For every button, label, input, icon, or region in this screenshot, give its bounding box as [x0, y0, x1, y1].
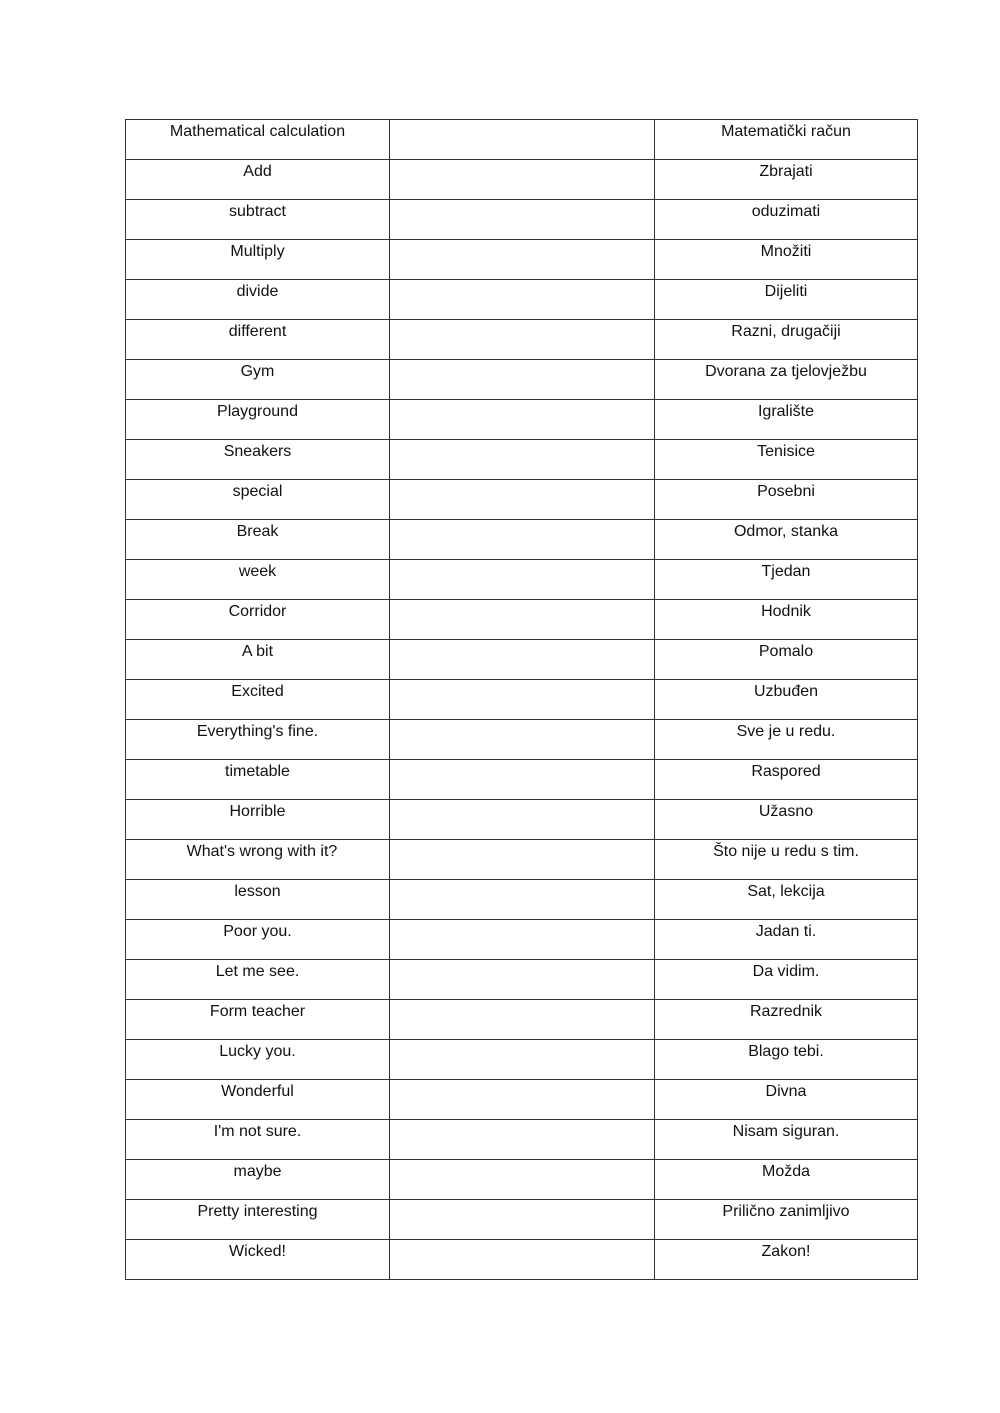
table-row	[126, 920, 918, 960]
english-term: Break	[236, 523, 279, 540]
table-row	[126, 1200, 918, 1240]
croatian-term: Nisam siguran.	[732, 1123, 840, 1140]
answer-cell[interactable]	[390, 280, 655, 320]
croatian-term: Dvorana za tjelovježbu	[705, 363, 867, 380]
answer-cell[interactable]	[390, 400, 655, 440]
table-row	[126, 1160, 918, 1200]
english-term: Add	[243, 163, 272, 180]
answer-text	[390, 200, 654, 202]
answer-text	[390, 880, 654, 882]
english-term: Gym	[240, 363, 275, 380]
croatian-term: Što nije u redu s tim.	[713, 843, 859, 860]
croatian-term: Tenisice	[757, 443, 815, 460]
croatian-term: Užasno	[758, 803, 814, 820]
answer-text	[390, 960, 654, 962]
english-term-cell	[126, 400, 390, 440]
answer-text	[390, 400, 654, 402]
answer-text	[390, 1240, 654, 1242]
table-row	[126, 560, 918, 600]
english-term-cell	[126, 1120, 390, 1160]
croatian-term: Igralište	[757, 403, 815, 420]
croatian-term-cell	[655, 840, 918, 880]
english-term: week	[238, 563, 277, 580]
croatian-term: Razni, drugačiji	[731, 323, 841, 340]
croatian-term-cell	[655, 640, 918, 680]
table-row	[126, 400, 918, 440]
english-term: Wicked!	[229, 1243, 286, 1260]
answer-cell[interactable]	[390, 800, 655, 840]
table-row	[126, 240, 918, 280]
croatian-term: Da vidim.	[752, 963, 820, 980]
croatian-term-cell	[655, 880, 918, 920]
answer-cell[interactable]	[390, 320, 655, 360]
table-row	[126, 720, 918, 760]
table-row	[126, 120, 918, 160]
croatian-term: Razrednik	[749, 1003, 823, 1020]
english-term-cell	[126, 280, 390, 320]
croatian-term-cell	[655, 1240, 918, 1280]
table-row	[126, 800, 918, 840]
answer-cell[interactable]	[390, 1000, 655, 1040]
answer-text	[390, 560, 654, 562]
english-term: Multiply	[230, 243, 285, 260]
answer-text	[390, 1200, 654, 1202]
croatian-term: Sve je u redu.	[736, 723, 836, 740]
table-row	[126, 320, 918, 360]
croatian-term-cell	[655, 1200, 918, 1240]
answer-text	[390, 520, 654, 522]
english-term: Horrible	[229, 803, 286, 820]
table-row	[126, 1120, 918, 1160]
english-term: Let me see.	[215, 963, 300, 980]
croatian-term: oduzimati	[751, 203, 821, 220]
croatian-term: Posebni	[757, 483, 815, 500]
croatian-term: Sat, lekcija	[747, 883, 825, 900]
english-term-cell	[126, 1040, 390, 1080]
english-term-cell	[126, 840, 390, 880]
answer-cell[interactable]	[390, 160, 655, 200]
croatian-term: Pomalo	[758, 643, 814, 660]
table-row	[126, 1240, 918, 1280]
table-row	[126, 1080, 918, 1120]
croatian-term: Tjedan	[761, 563, 811, 580]
answer-cell[interactable]	[390, 1080, 655, 1120]
answer-text	[390, 800, 654, 802]
answer-text	[390, 280, 654, 282]
answer-text	[390, 440, 654, 442]
croatian-term-cell	[655, 360, 918, 400]
answer-cell[interactable]	[390, 1120, 655, 1160]
table-row	[126, 960, 918, 1000]
english-term: A bit	[241, 643, 274, 660]
table-row	[126, 440, 918, 480]
table-row	[126, 1040, 918, 1080]
croatian-term: Množiti	[760, 243, 812, 260]
answer-cell[interactable]	[390, 760, 655, 800]
answer-cell[interactable]	[390, 360, 655, 400]
croatian-term: Prilično zanimljivo	[722, 1203, 850, 1220]
english-term-cell	[126, 680, 390, 720]
answer-cell[interactable]	[390, 1240, 655, 1280]
table-row	[126, 200, 918, 240]
table-row	[126, 880, 918, 920]
croatian-term-cell	[655, 400, 918, 440]
croatian-term-cell	[655, 320, 918, 360]
answer-text	[390, 1000, 654, 1002]
table-row	[126, 840, 918, 880]
answer-text	[390, 680, 654, 682]
english-term-cell	[126, 600, 390, 640]
answer-text	[390, 240, 654, 242]
answer-cell[interactable]	[390, 920, 655, 960]
english-term: Mathematical calculation	[169, 123, 346, 140]
english-term: Sneakers	[223, 443, 292, 460]
answer-cell[interactable]	[390, 480, 655, 520]
croatian-term-cell	[655, 920, 918, 960]
english-term-cell	[126, 200, 390, 240]
answer-cell[interactable]	[390, 520, 655, 560]
croatian-term: Blago tebi.	[748, 1043, 824, 1060]
english-term: Poor you.	[223, 923, 292, 940]
answer-text	[390, 1120, 654, 1122]
english-term: different	[228, 323, 287, 340]
answer-text	[390, 360, 654, 362]
croatian-term-cell	[655, 1000, 918, 1040]
croatian-term-cell	[655, 240, 918, 280]
english-term: special	[232, 483, 283, 500]
english-term-cell	[126, 1160, 390, 1200]
answer-cell[interactable]	[390, 640, 655, 680]
answer-cell[interactable]	[390, 680, 655, 720]
english-term: Everything's fine.	[196, 723, 319, 740]
english-term-cell	[126, 1200, 390, 1240]
english-term: Lucky you.	[219, 1043, 296, 1060]
english-term-cell	[126, 960, 390, 1000]
answer-cell[interactable]	[390, 600, 655, 640]
croatian-term-cell	[655, 1080, 918, 1120]
answer-cell[interactable]	[390, 440, 655, 480]
answer-cell[interactable]	[390, 960, 655, 1000]
table-row	[126, 520, 918, 560]
answer-text	[390, 1080, 654, 1082]
answer-cell[interactable]	[390, 120, 655, 160]
english-term-cell	[126, 720, 390, 760]
croatian-term-cell	[655, 200, 918, 240]
croatian-term: Matematički račun	[721, 123, 851, 140]
answer-text	[390, 600, 654, 602]
croatian-term-cell	[655, 600, 918, 640]
croatian-term: Divna	[765, 1083, 807, 1100]
table-row	[126, 640, 918, 680]
english-term: subtract	[229, 203, 286, 220]
english-term-cell	[126, 920, 390, 960]
answer-cell[interactable]	[390, 240, 655, 280]
english-term-cell	[126, 880, 390, 920]
answer-cell[interactable]	[390, 720, 655, 760]
answer-text	[390, 760, 654, 762]
answer-text	[390, 320, 654, 322]
english-term-cell	[126, 1000, 390, 1040]
croatian-term: Zakon!	[761, 1243, 811, 1260]
table-row	[126, 480, 918, 520]
answer-text	[390, 160, 654, 162]
english-term: lesson	[234, 883, 281, 900]
croatian-term-cell	[655, 120, 918, 160]
croatian-term-cell	[655, 520, 918, 560]
table-row	[126, 360, 918, 400]
english-term-cell	[126, 1240, 390, 1280]
answer-text	[390, 1040, 654, 1042]
table-row	[126, 680, 918, 720]
answer-cell[interactable]	[390, 1160, 655, 1200]
english-term-cell	[126, 480, 390, 520]
english-term-cell	[126, 760, 390, 800]
english-term-cell	[126, 560, 390, 600]
english-term-cell	[126, 360, 390, 400]
english-term-cell	[126, 440, 390, 480]
croatian-term: Odmor, stanka	[733, 523, 839, 540]
english-term: What's wrong with it?	[186, 843, 338, 860]
english-term: divide	[236, 283, 279, 300]
answer-cell[interactable]	[390, 880, 655, 920]
english-term-cell	[126, 320, 390, 360]
croatian-term-cell	[655, 560, 918, 600]
table-row	[126, 600, 918, 640]
english-term-cell	[126, 520, 390, 560]
english-term: Playground	[217, 403, 298, 420]
croatian-term-cell	[655, 440, 918, 480]
english-term: Excited	[231, 683, 284, 700]
croatian-term-cell	[655, 960, 918, 1000]
croatian-term: Uzbuđen	[753, 683, 819, 700]
english-term-cell	[126, 160, 390, 200]
answer-cell[interactable]	[390, 840, 655, 880]
english-term-cell	[126, 1080, 390, 1120]
croatian-term: Jadan ti.	[755, 923, 817, 940]
answer-cell[interactable]	[390, 560, 655, 600]
english-term: Wonderful	[221, 1083, 294, 1100]
english-term-cell	[126, 800, 390, 840]
croatian-term: Dijeliti	[764, 283, 808, 300]
vocabulary-table	[125, 119, 918, 1280]
croatian-term-cell	[655, 1160, 918, 1200]
answer-text	[390, 720, 654, 722]
table-row	[126, 160, 918, 200]
table-row	[126, 1000, 918, 1040]
croatian-term-cell	[655, 680, 918, 720]
english-term-cell	[126, 240, 390, 280]
table-row	[126, 760, 918, 800]
croatian-term-cell	[655, 1040, 918, 1080]
croatian-term: Raspored	[751, 763, 821, 780]
table-row	[126, 280, 918, 320]
answer-text	[390, 840, 654, 842]
answer-text	[390, 920, 654, 922]
english-term: I'm not sure.	[213, 1123, 302, 1140]
croatian-term-cell	[655, 160, 918, 200]
english-term: Corridor	[228, 603, 287, 620]
english-term-cell	[126, 640, 390, 680]
answer-text	[390, 1160, 654, 1162]
answer-cell[interactable]	[390, 1200, 655, 1240]
answer-cell[interactable]	[390, 200, 655, 240]
english-term: Form teacher	[209, 1003, 306, 1020]
croatian-term-cell	[655, 480, 918, 520]
croatian-term-cell	[655, 800, 918, 840]
answer-text	[390, 120, 654, 122]
croatian-term-cell	[655, 720, 918, 760]
english-term: maybe	[233, 1163, 282, 1180]
croatian-term: Hodnik	[761, 603, 811, 620]
croatian-term-cell	[655, 280, 918, 320]
croatian-term: Zbrajati	[759, 163, 813, 180]
croatian-term-cell	[655, 1120, 918, 1160]
croatian-term-cell	[655, 760, 918, 800]
answer-cell[interactable]	[390, 1040, 655, 1080]
vocabulary-table-body	[126, 120, 918, 1280]
croatian-term: Možda	[761, 1163, 811, 1180]
english-term: timetable	[225, 763, 290, 780]
answer-text	[390, 640, 654, 642]
answer-text	[390, 480, 654, 482]
english-term-cell	[126, 120, 390, 160]
english-term: Pretty interesting	[197, 1203, 318, 1220]
